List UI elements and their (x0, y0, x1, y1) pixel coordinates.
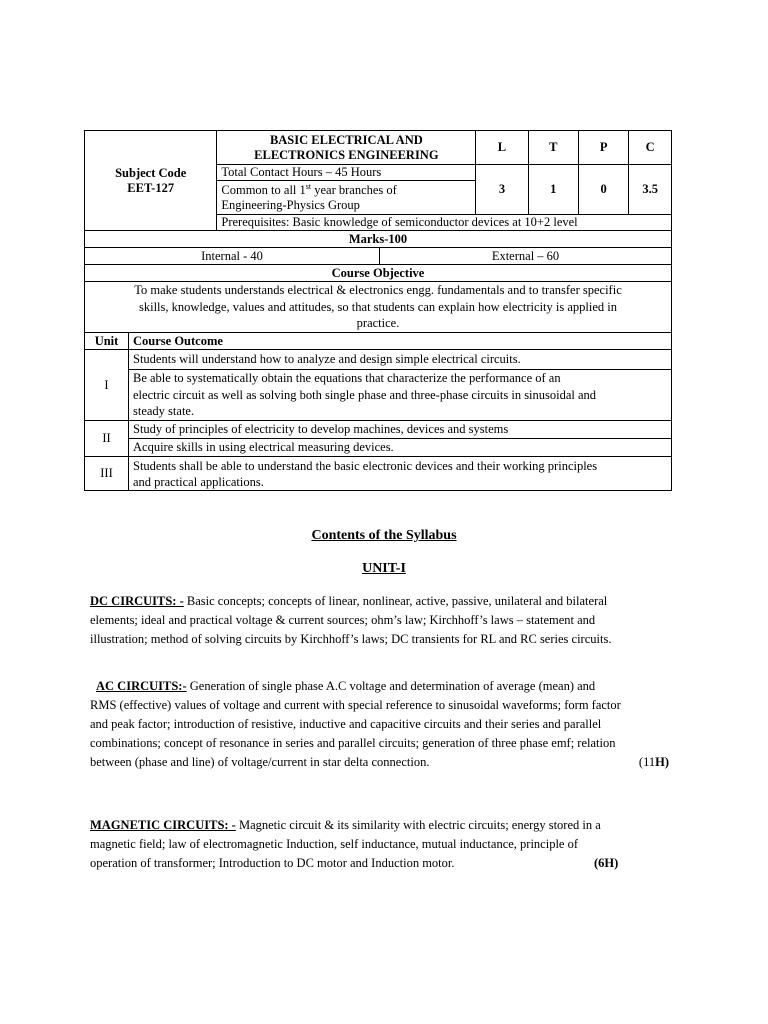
subject-code: EET-127 (127, 180, 175, 195)
marks-table (84, 230, 672, 333)
credit-value-c: 3.5 (629, 165, 672, 215)
dc-line2: elements; ideal and practical voltage & current sources; ohm’s law; Kirchhoff’s laws – statement and (90, 613, 596, 627)
common-branches-line1 (221, 183, 471, 198)
outcome-u1-2-line1: Be able to systematically obtain the equations that characterize the performance of an (133, 371, 561, 386)
ac-line5-text: between (phase and line) of voltage/current in star delta connection. (90, 755, 430, 769)
dc-line1-text: Basic concepts; concepts of linear, nonlinear, active, passive, unilateral and bilateral (183, 594, 608, 608)
ac-line1 (90, 677, 677, 696)
outcome-header: Course Outcome (129, 333, 672, 350)
ac-line4: combinations; concept of resonance in series and parallel circuits; generation of three phase emf; relation (90, 736, 616, 750)
unit-header: Unit (85, 333, 129, 350)
outcome-u1-2 (129, 370, 672, 421)
common-part1: Common to all 1 (221, 182, 306, 197)
objective-line1: To make students understands electrical & electronics engg. fundamentals and to transfer specific (134, 283, 622, 298)
ac-circuits-paragraph (90, 677, 677, 772)
subject-code-cell (85, 131, 217, 231)
magnetic-circuits-heading: MAGNETIC CIRCUITS: - (90, 818, 236, 832)
credit-header-p: P (578, 131, 628, 165)
magnetic-circuits-paragraph (90, 816, 677, 873)
syllabus-title: Contents of the Syllabus (311, 528, 457, 543)
outcome-u3-1 (129, 457, 672, 491)
contact-hours: Total Contact Hours – 45 Hours (217, 165, 476, 181)
ac-line3: and peak factor; introduction of resistive, inductive and capacitive circuits and their series and parallel (90, 717, 602, 731)
subject-title-line2: ELECTRONICS ENGINEERING (254, 147, 439, 162)
credit-header-t: T (528, 131, 578, 165)
unit-ii: II (85, 421, 129, 457)
mag-line1-text: Magnetic circuit & its similarity with electric circuits; energy stored in a (235, 818, 601, 832)
ac-hours-unit: H) (655, 755, 669, 769)
dc-circuits-paragraph (90, 592, 677, 649)
mag-hours: (6H) (594, 856, 619, 870)
objective-text (85, 282, 672, 333)
outcome-u2-2: Acquire skills in using electrical measuring devices. (129, 439, 672, 457)
outcome-u3-1-line2: and practical applications. (133, 474, 264, 489)
credit-header-c: C (629, 131, 672, 165)
marks-title: Marks-100 (85, 231, 672, 248)
ac-line1-text: Generation of single phase A.C voltage and determination of average (mean) and (186, 679, 596, 693)
credit-value-l: 3 (476, 165, 528, 215)
ac-line2: RMS (effective) values of voltage and current with special reference to sinusoidal waveforms; form factor (90, 698, 621, 712)
dc-circuits-heading: DC CIRCUITS: - (90, 594, 184, 608)
ac-hours (639, 753, 669, 772)
subject-title (217, 131, 476, 165)
dc-line3: illustration; method of solving circuits by Kirchhoff’s laws; DC transients for RL and RC series circuits. (90, 632, 612, 646)
credit-value-p: 0 (578, 165, 628, 215)
prerequisites: Prerequisites: Basic knowledge of semiconductor devices at 10+2 level (217, 215, 672, 231)
mag-line3-text: operation of transformer; Introduction to DC motor and Induction motor. (90, 856, 455, 870)
outcome-u1-1: Students will understand how to analyze and design simple electrical circuits. (129, 350, 672, 370)
course-outcome-table (84, 332, 672, 491)
unit-heading: UNIT-I (362, 561, 406, 576)
subject-title-line1: BASIC ELECTRICAL AND (269, 132, 423, 147)
outcome-u3-1-line1: Students shall be able to understand the basic electronic devices and their working principles (133, 458, 598, 473)
unit-i: I (85, 350, 129, 421)
mag-line3 (90, 854, 677, 873)
ac-line5 (90, 753, 677, 772)
objective-line2: skills, knowledge, values and attitudes, so that students can explain how electricity is applied in (138, 299, 618, 314)
common-branches-line2: Engineering-Physics Group (221, 197, 360, 212)
subject-header-table (84, 130, 672, 231)
outcome-u2-1: Study of principles of electricity to develop machines, devices and systems (129, 421, 672, 439)
mag-line2: magnetic field; law of electromagnetic Induction, self inductance, mutual inductance, principle of (90, 837, 579, 851)
internal-marks: Internal - 40 (85, 248, 380, 265)
outcome-u1-2-line2: electric circuit as well as solving both single phase and three-phase circuits in sinusoidal and (133, 387, 597, 402)
objective-title: Course Objective (85, 265, 672, 282)
common-part2: year branches of (311, 182, 397, 197)
common-superscript: st (305, 181, 312, 191)
subject-code-label: Subject Code (115, 165, 187, 180)
credit-value-t: 1 (528, 165, 578, 215)
unit-iii: III (85, 457, 129, 491)
outcome-u1-2-line3: steady state. (133, 404, 195, 419)
mag-line1 (90, 816, 677, 835)
common-branches (217, 181, 476, 215)
objective-line3: practice. (356, 316, 400, 331)
ac-hours-number: (11 (638, 755, 656, 769)
ac-circuits-heading: AC CIRCUITS:- (96, 679, 187, 693)
dc-line1 (90, 592, 677, 611)
credit-header-l: L (476, 131, 528, 165)
external-marks: External – 60 (380, 248, 672, 265)
